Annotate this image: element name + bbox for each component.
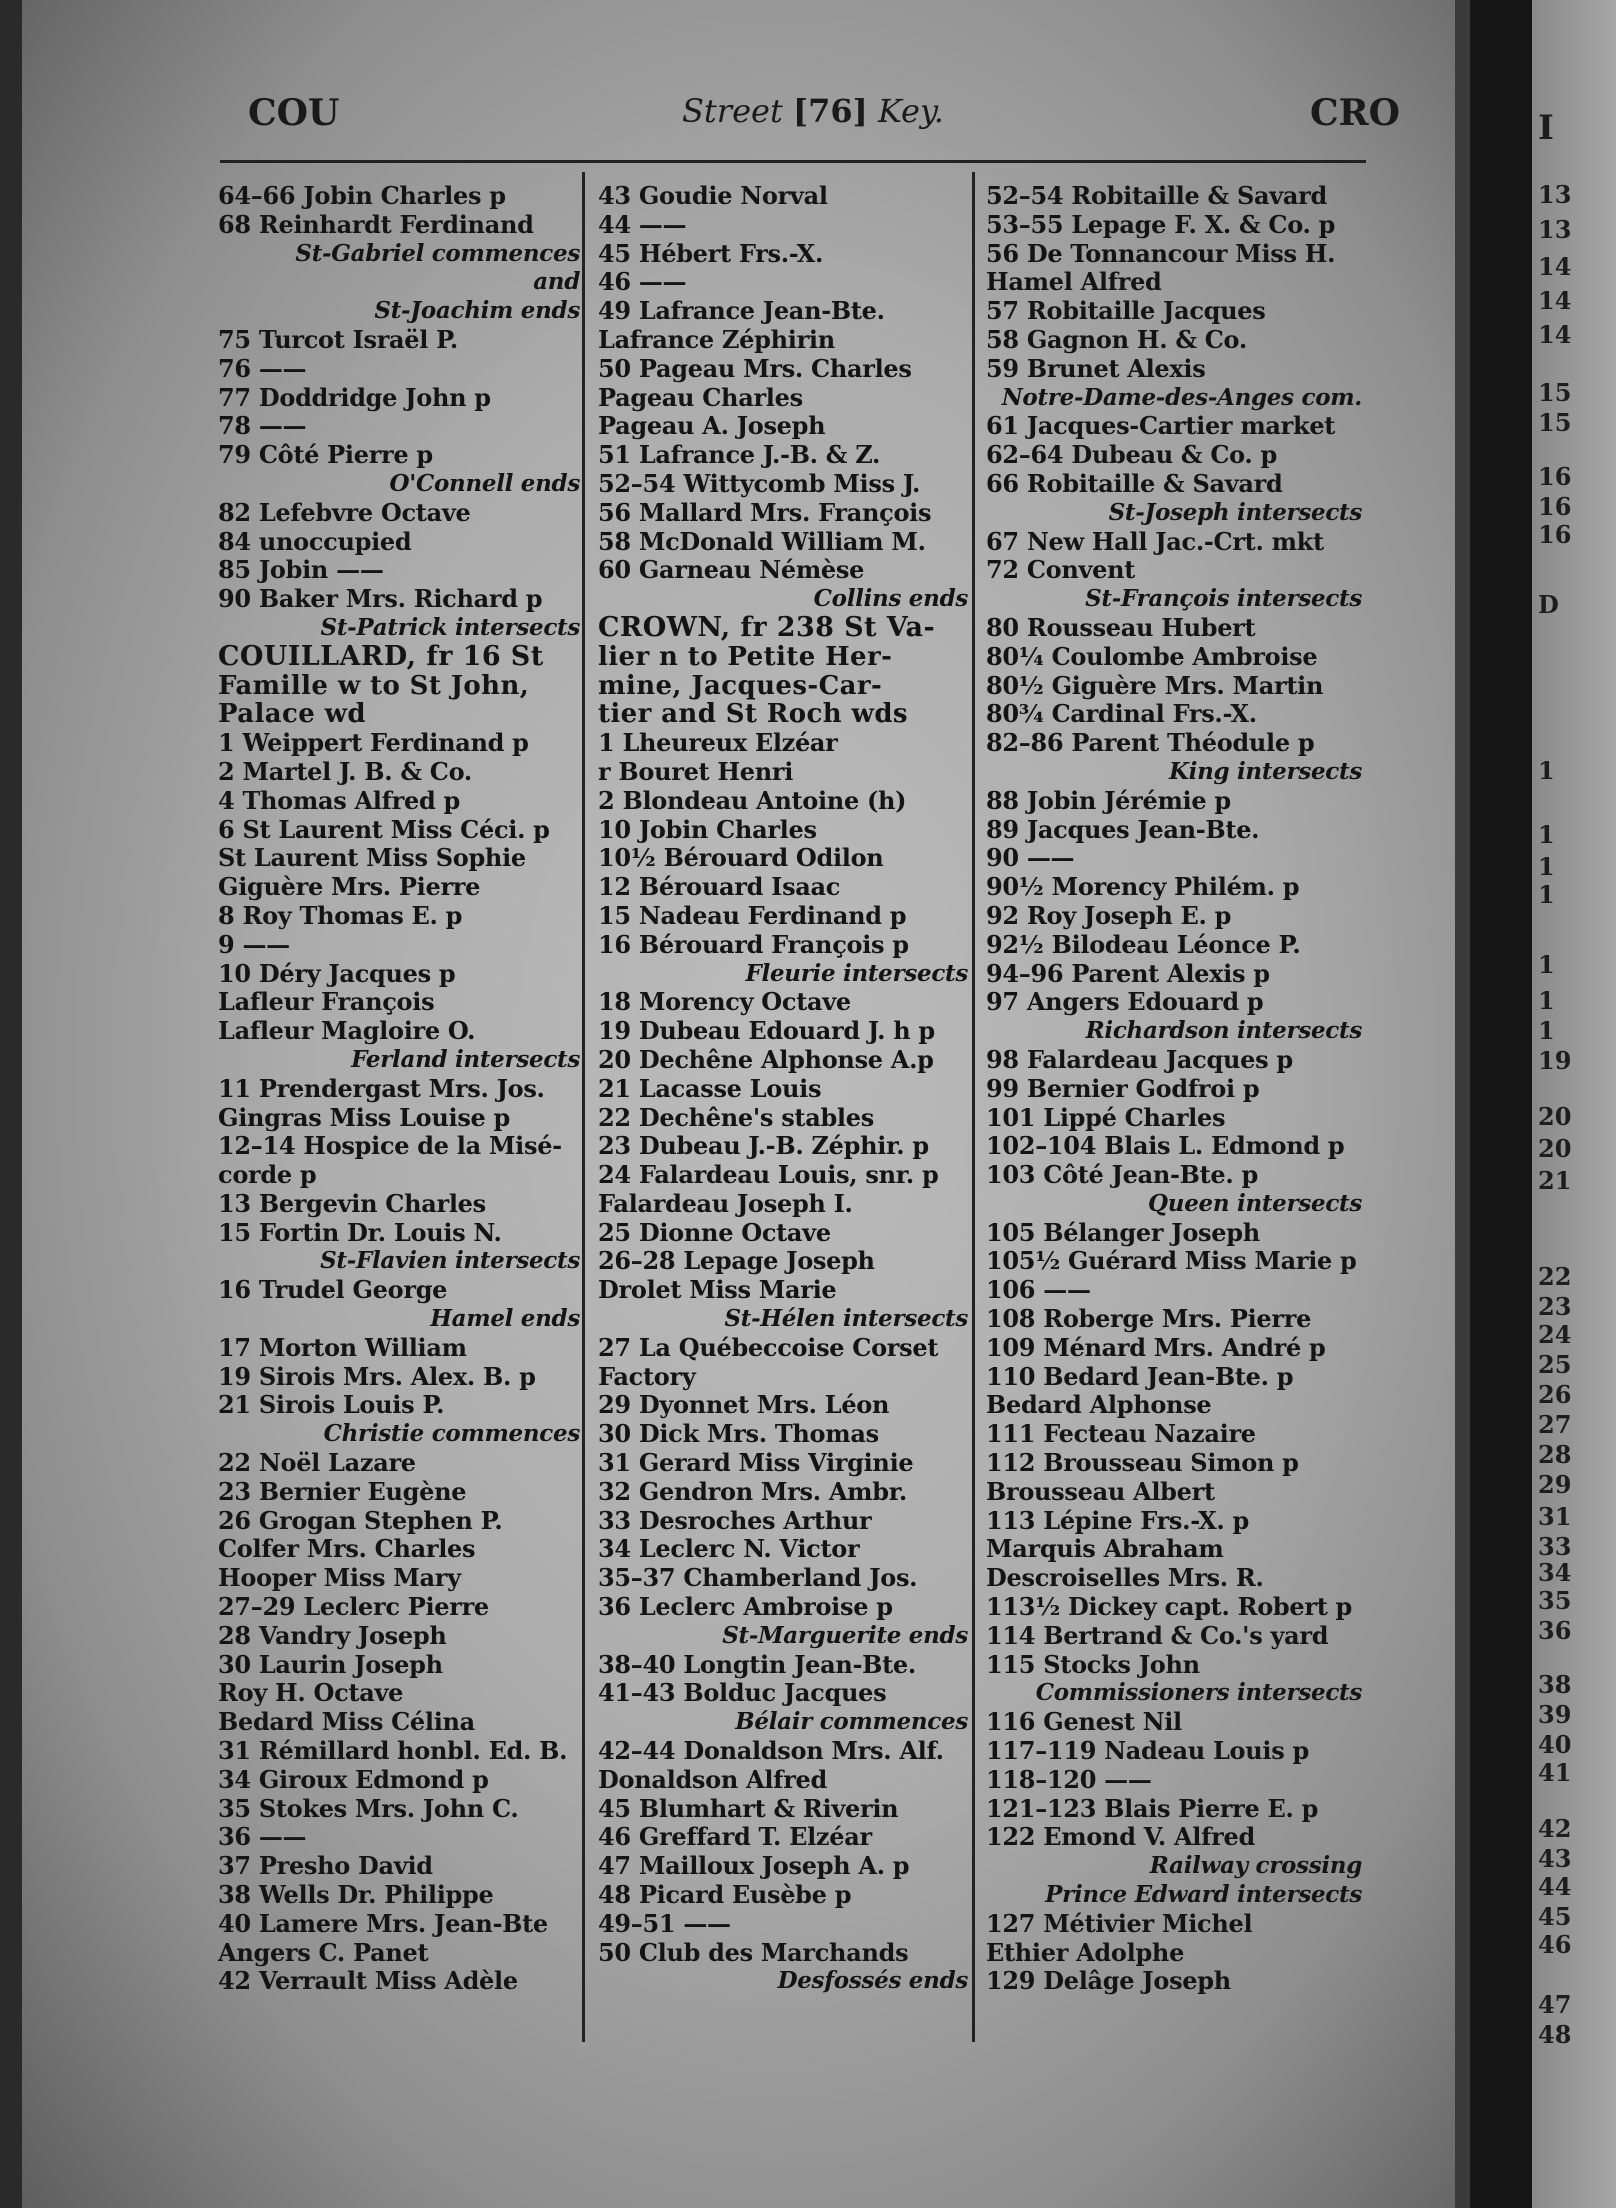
directory-entry: 38 Wells Dr. Philippe [218,1880,494,1910]
directory-entry: 42 Verrault Miss Adèle [218,1966,518,1996]
next-page-number-fragment: 16 [1538,462,1572,491]
directory-entry: 80¾ Cardinal Frs.-X. [986,699,1257,729]
next-page-header-fragment: I [1538,108,1554,148]
street-heading: CROWN, fr 238 St Va- [598,611,936,643]
cross-street-note: King intersects [1168,757,1362,785]
directory-entry: 64–66 Jobin Charles p [218,181,506,210]
directory-entry: 112 Brousseau Simon p [986,1448,1299,1478]
cross-street-note: St-Flavien intersects [320,1247,580,1275]
directory-entry: 26 Grogan Stephen P. [218,1505,503,1535]
directory-entry: 105 Bélanger Joseph [986,1217,1260,1247]
directory-entry: 94–96 Parent Alexis p [986,958,1270,988]
next-page-number-fragment: 1 [1538,880,1555,909]
directory-entry: Bedard Miss Célina [218,1707,475,1737]
directory-entry: 60 Garneau Némèse [598,555,865,585]
directory-entry: 21 Lacasse Louis [598,1073,822,1103]
directory-entry: 47 Mailloux Joseph A. p [598,1851,910,1881]
directory-entry: 46 —— [598,267,687,297]
directory-entry: 22 Noël Lazare [218,1448,416,1478]
directory-entry: 72 Convent [986,555,1136,585]
directory-entry: Hamel Alfred [986,267,1162,297]
directory-entry: 121–123 Blais Pierre E. p [986,1793,1319,1823]
directory-entry: Angers C. Panet [218,1937,429,1967]
next-page-number-fragment: 19 [1538,1046,1572,1075]
directory-entry: 116 Genest Nil [986,1707,1182,1737]
directory-entry: 46 Greffard T. Elzéar [598,1822,872,1852]
cross-street-note: Christie commences [323,1420,580,1448]
cross-street-note: Railway crossing [1149,1852,1362,1880]
next-page-number-fragment: 41 [1538,1758,1572,1787]
directory-entry: 31 Rémillard honbl. Ed. B. [218,1736,568,1766]
directory-entry: 42–44 Donaldson Mrs. Alf. [598,1736,944,1766]
directory-entry: 61 Jacques-Cartier market [986,411,1336,441]
next-page-number-fragment: 48 [1538,2020,1572,2049]
directory-entry: 56 Mallard Mrs. François [598,497,932,527]
directory-entry: 67 New Hall Jac.-Crt. mkt [986,526,1324,556]
directory-entry: 35–37 Chamberland Jos. [598,1563,918,1593]
directory-entry: 19 Dubeau Edouard J. h p [598,1016,935,1046]
next-page-number-fragment: 35 [1538,1586,1572,1615]
directory-entry: 90½ Morency Philém. p [986,872,1300,902]
directory-entry: Bedard Alphonse [986,1390,1212,1420]
directory-entry: 129 Delâge Joseph [986,1966,1231,1996]
next-page-number-fragment: 1 [1538,756,1555,785]
directory-entry: 30 Dick Mrs. Thomas [598,1419,879,1449]
next-page-number-fragment: 22 [1538,1262,1572,1291]
directory-entry: 92 Roy Joseph E. p [986,900,1232,930]
directory-entry: 28 Vandry Joseph [218,1620,447,1650]
directory-entry: 33 Desroches Arthur [598,1505,872,1535]
directory-entry: 45 Hébert Frs.-X. [598,238,824,268]
directory-entry: 50 Pageau Mrs. Charles [598,353,912,383]
cross-street-note: Bélair commences [735,1708,968,1736]
directory-entry: 92½ Bilodeau Léonce P. [986,929,1301,959]
directory-entry: 16 Bérouard François p [598,929,909,959]
directory-entry: 37 Presho David [218,1851,433,1881]
directory-entry: 44 —— [598,209,687,239]
header-key-label: Key. [877,92,944,130]
next-page-number-fragment: 47 [1538,1990,1572,2019]
directory-entry: Famille w to St John, [218,670,530,701]
directory-entry: 26–28 Lepage Joseph [598,1246,875,1276]
directory-entry: 115 Stocks John [986,1649,1200,1679]
next-page-number-fragment: 45 [1538,1902,1572,1931]
directory-entry: 6 St Laurent Miss Céci. p [218,814,550,844]
directory-entry: 16 Trudel George [218,1275,448,1305]
directory-entry: 88 Jobin Jérémie p [986,785,1231,815]
directory-entry: 105½ Guérard Miss Marie p [986,1246,1357,1276]
directory-entry: 113 Lépine Frs.-X. p [986,1505,1250,1535]
next-page-number-fragment: 14 [1538,320,1572,349]
next-page-number-fragment: 29 [1538,1470,1572,1499]
directory-entry: 51 Lafrance J.-B. & Z. [598,440,881,470]
directory-entry: 8 Roy Thomas E. p [218,900,463,930]
next-page-number-fragment: 15 [1538,408,1572,437]
cross-street-note: St-Joseph intersects [1108,498,1362,526]
cross-street-note: St-Gabriel commences [295,239,580,267]
directory-entry: 108 Roberge Mrs. Pierre [986,1304,1312,1334]
directory-entry: 117–119 Nadeau Louis p [986,1736,1309,1766]
directory-entry: 10½ Bérouard Odilon [598,843,884,873]
next-page-number-fragment: 42 [1538,1814,1572,1843]
cross-street-note: Commissioners intersects [1035,1679,1362,1707]
directory-entry: 23 Bernier Eugène [218,1476,467,1506]
directory-entry: 79 Côté Pierre p [218,440,433,470]
directory-entry: Falardeau Joseph I. [598,1188,853,1218]
next-page-number-fragment: 36 [1538,1616,1572,1645]
directory-entry: 45 Blumhart & Riverin [598,1793,899,1823]
directory-entry: Factory [598,1361,696,1391]
directory-entry: 80 Rousseau Hubert [986,612,1256,642]
directory-entry: 34 Leclerc N. Victor [598,1534,860,1564]
directory-entry: Roy H. Octave [218,1678,404,1708]
directory-entry: 90 Baker Mrs. Richard p [218,584,543,614]
directory-column-3 [986,182,1362,1996]
next-page-number-fragment: 28 [1538,1440,1572,1469]
directory-entry: 40 Lamere Mrs. Jean-Bte [218,1908,548,1938]
directory-entry: 75 Turcot Israël P. [218,324,458,354]
next-page-number-fragment: 27 [1538,1410,1572,1439]
cross-street-note: Desfossés ends [777,1967,968,1995]
directory-column-1 [218,182,580,1996]
next-page-number-fragment: 16 [1538,520,1572,549]
next-page-number-fragment: 21 [1538,1166,1572,1195]
directory-entry: 50 Club des Marchands [598,1937,909,1967]
directory-entry: 22 Dechêne's stables [598,1102,874,1132]
header-right-key: CRO [1310,92,1400,134]
directory-entry: Palace wd [218,699,367,730]
directory-entry: 80¼ Coulombe Ambroise [986,641,1318,671]
next-page-number-fragment: 38 [1538,1670,1572,1699]
next-page-number-fragment: 14 [1538,252,1572,281]
next-page-number-fragment: 13 [1538,180,1572,209]
column-divider-1 [582,172,585,2042]
header-center [682,92,944,130]
directory-entry: 13 Bergevin Charles [218,1188,486,1218]
directory-entry: 127 Métivier Michel [986,1908,1253,1938]
directory-entry: 68 Reinhardt Ferdinand [218,209,534,239]
cross-street-note: Queen intersects [1148,1189,1362,1217]
directory-entry: 53–55 Lepage F. X. & Co. p [986,209,1336,239]
cross-street-note: Collins ends [813,585,968,613]
directory-entry: 85 Jobin —— [218,555,384,585]
directory-entry: 98 Falardeau Jacques p [986,1044,1293,1074]
directory-entry: 15 Nadeau Ferdinand p [598,900,907,930]
directory-entry: 9 —— [218,929,290,959]
next-page-number-fragment: 15 [1538,378,1572,407]
directory-entry: 4 Thomas Alfred p [218,785,460,815]
directory-entry: 20 Dechêne Alphonse A.p [598,1044,934,1074]
directory-entry: 18 Morency Octave [598,987,851,1017]
cross-street-note: Prince Edward intersects [1045,1881,1362,1909]
directory-entry: Lafrance Zéphirin [598,324,835,354]
directory-entry: 58 McDonald William M. [598,526,926,556]
directory-entry: 99 Bernier Godfroi p [986,1073,1260,1103]
next-page-number-fragment: 24 [1538,1320,1572,1349]
cross-street-note: Hamel ends [430,1305,580,1333]
directory-entry: 12–14 Hospice de la Misé- [218,1131,562,1161]
directory-entry: Giguère Mrs. Pierre [218,872,481,902]
directory-entry: 29 Dyonnet Mrs. Léon [598,1390,890,1420]
directory-entry: 49 Lafrance Jean-Bte. [598,296,885,326]
column-divider-2 [972,172,975,2042]
next-page-number-fragment: 13 [1538,215,1572,244]
directory-entry: St Laurent Miss Sophie [218,843,526,873]
directory-entry: 15 Fortin Dr. Louis N. [218,1217,502,1247]
directory-entry: 114 Bertrand & Co.'s yard [986,1620,1329,1650]
directory-entry: 41–43 Bolduc Jacques [598,1678,887,1708]
directory-entry: 38–40 Longtin Jean-Bte. [598,1649,916,1679]
page-number: [76] [792,92,868,130]
cross-street-note: and [533,268,580,296]
directory-entry: 90 —— [986,843,1075,873]
street-heading: COUILLARD, fr 16 St [218,640,544,672]
cross-street-note: Ferland intersects [351,1045,580,1073]
next-page-number-fragment: 43 [1538,1844,1572,1873]
directory-entry: 25 Dionne Octave [598,1217,831,1247]
directory-entry: 24 Falardeau Louis, snr. p [598,1160,939,1190]
next-page-number-fragment: 25 [1538,1350,1572,1379]
directory-entry: 80½ Giguère Mrs. Martin [986,670,1324,700]
header-rule [220,160,1366,163]
directory-entry: 1 Lheureux Elzéar [598,728,838,758]
directory-entry: 12 Bérouard Isaac [598,872,841,902]
directory-entry: tier and St Roch wds [598,699,908,730]
directory-entry: 78 —— [218,411,307,441]
next-page-number-fragment: 20 [1538,1134,1572,1163]
directory-entry: 113½ Dickey capt. Robert p [986,1592,1353,1622]
directory-entry: 30 Laurin Joseph [218,1649,443,1679]
cross-street-note: St-Joachim ends [374,297,580,325]
directory-entry: mine, Jacques-Car- [598,670,883,701]
directory-entry: 84 unoccupied [218,526,412,556]
directory-entry: 77 Doddridge John p [218,382,491,412]
directory-entry: 49–51 —— [598,1908,731,1938]
directory-entry: 36 —— [218,1822,307,1852]
directory-entry: 101 Lippé Charles [986,1102,1226,1132]
directory-entry: 57 Robitaille Jacques [986,296,1266,326]
next-page-number-fragment: D [1538,590,1559,619]
directory-entry: 48 Picard Eusèbe p [598,1880,852,1910]
directory-entry: 103 Côté Jean-Bte. p [986,1160,1258,1190]
cross-street-note: Fleurie intersects [745,959,968,987]
directory-column-2 [598,182,968,1996]
directory-entry: 56 De Tonnancour Miss H. [986,238,1336,268]
book-spine [1470,0,1532,2208]
next-page-number-fragment: 34 [1538,1558,1572,1587]
directory-entry: Drolet Miss Marie [598,1275,837,1305]
directory-entry: 27–29 Leclerc Pierre [218,1592,489,1622]
next-page-number-fragment: 20 [1538,1102,1572,1131]
directory-entry: 122 Emond V. Alfred [986,1822,1255,1852]
directory-entry: Pageau Charles [598,382,803,412]
next-page-number-fragment: 1 [1538,852,1555,881]
directory-entry: 58 Gagnon H. & Co. [986,324,1247,354]
next-page-number-fragment: 1 [1538,820,1555,849]
next-page-edge [1532,0,1616,2208]
directory-entry: 109 Ménard Mrs. André p [986,1332,1326,1362]
next-page-number-fragment: 46 [1538,1930,1572,1959]
directory-entry: 10 Jobin Charles [598,814,817,844]
directory-entry: 89 Jacques Jean-Bte. [986,814,1260,844]
directory-entry: Gingras Miss Louise p [218,1102,511,1132]
directory-entry: 82 Lefebvre Octave [218,497,471,527]
directory-entry: Descroiselles Mrs. R. [986,1563,1264,1593]
directory-entry: 31 Gerard Miss Virginie [598,1448,914,1478]
directory-entry: 62–64 Dubeau & Co. p [986,440,1278,470]
directory-entry: 97 Angers Edouard p [986,987,1264,1017]
directory-entry: 35 Stokes Mrs. John C. [218,1793,519,1823]
directory-entry: 34 Giroux Edmond p [218,1764,489,1794]
directory-entry: 111 Fecteau Nazaire [986,1419,1256,1449]
directory-entry: corde p [218,1160,317,1190]
directory-entry: 21 Sirois Louis P. [218,1390,445,1420]
directory-entry: 27 La Québeccoise Corset [598,1332,939,1362]
directory-entry: 23 Dubeau J.-B. Zéphir. p [598,1131,929,1161]
directory-entry: lier n to Petite Her- [598,641,893,672]
directory-entry: Marquis Abraham [986,1534,1224,1564]
next-page-number-fragment: 40 [1538,1730,1572,1759]
directory-entry: Lafleur François [218,987,435,1017]
next-page-number-fragment: 1 [1538,986,1555,1015]
directory-entry: Ethier Adolphe [986,1937,1185,1967]
directory-entry: 66 Robitaille & Savard [986,468,1283,498]
directory-entry: 1 Weippert Ferdinand p [218,728,529,758]
directory-entry: 17 Morton William [218,1332,467,1362]
directory-entry: Hooper Miss Mary [218,1563,461,1593]
directory-entry: r Bouret Henri [598,756,794,786]
cross-street-note: Richardson intersects [1085,1017,1362,1045]
next-page-number-fragment: 1 [1538,1016,1555,1045]
directory-entry: 36 Leclerc Ambroise p [598,1592,893,1622]
directory-entry: 11 Prendergast Mrs. Jos. [218,1073,545,1103]
directory-entry: 43 Goudie Norval [598,181,828,210]
cross-street-note: St-François intersects [1085,585,1362,613]
next-page-number-fragment: 33 [1538,1532,1572,1561]
next-page-number-fragment: 39 [1538,1700,1572,1729]
directory-entry: 76 —— [218,353,307,383]
directory-entry: Donaldson Alfred [598,1764,828,1794]
next-page-number-fragment: 26 [1538,1380,1572,1409]
next-page-number-fragment: 1 [1538,950,1555,979]
directory-entry: 19 Sirois Mrs. Alex. B. p [218,1361,536,1391]
cross-street-note: St-Patrick intersects [320,613,580,641]
next-page-number-fragment: 44 [1538,1872,1572,1901]
directory-entry: 82–86 Parent Théodule p [986,728,1315,758]
next-page-number-fragment: 23 [1538,1292,1572,1321]
cross-street-note: St-Marguerite ends [722,1621,968,1649]
directory-entry: 52–54 Robitaille & Savard [986,181,1327,210]
directory-entry: 2 Martel J. B. & Co. [218,756,472,786]
cross-street-note: St-Hélen intersects [724,1305,968,1333]
directory-entry: 2 Blondeau Antoine (h) [598,785,907,815]
directory-entry: Lafleur Magloire O. [218,1016,476,1046]
directory-entry: 106 —— [986,1275,1091,1305]
directory-entry: 10 Déry Jacques p [218,958,456,988]
header-street-label: Street [682,92,783,130]
directory-entry: Colfer Mrs. Charles [218,1534,476,1564]
directory-entry: 102–104 Blais L. Edmond p [986,1131,1345,1161]
cross-street-note: Notre-Dame-des-Anges com. [1001,383,1362,411]
cross-street-note: O'Connell ends [389,469,580,497]
next-page-number-fragment: 16 [1538,492,1572,521]
directory-entry: 59 Brunet Alexis [986,353,1206,383]
directory-entry: 52–54 Wittycomb Miss J. [598,468,921,498]
directory-entry: 110 Bedard Jean-Bte. p [986,1361,1294,1391]
directory-entry: Brousseau Albert [986,1476,1215,1506]
next-page-number-fragment: 31 [1538,1502,1572,1531]
next-page-number-fragment: 14 [1538,286,1572,315]
header-left-key: COU [248,92,340,134]
directory-entry: 118–120 —— [986,1764,1152,1794]
directory-entry: 32 Gendron Mrs. Ambr. [598,1476,907,1506]
directory-entry: Pageau A. Joseph [598,411,826,441]
